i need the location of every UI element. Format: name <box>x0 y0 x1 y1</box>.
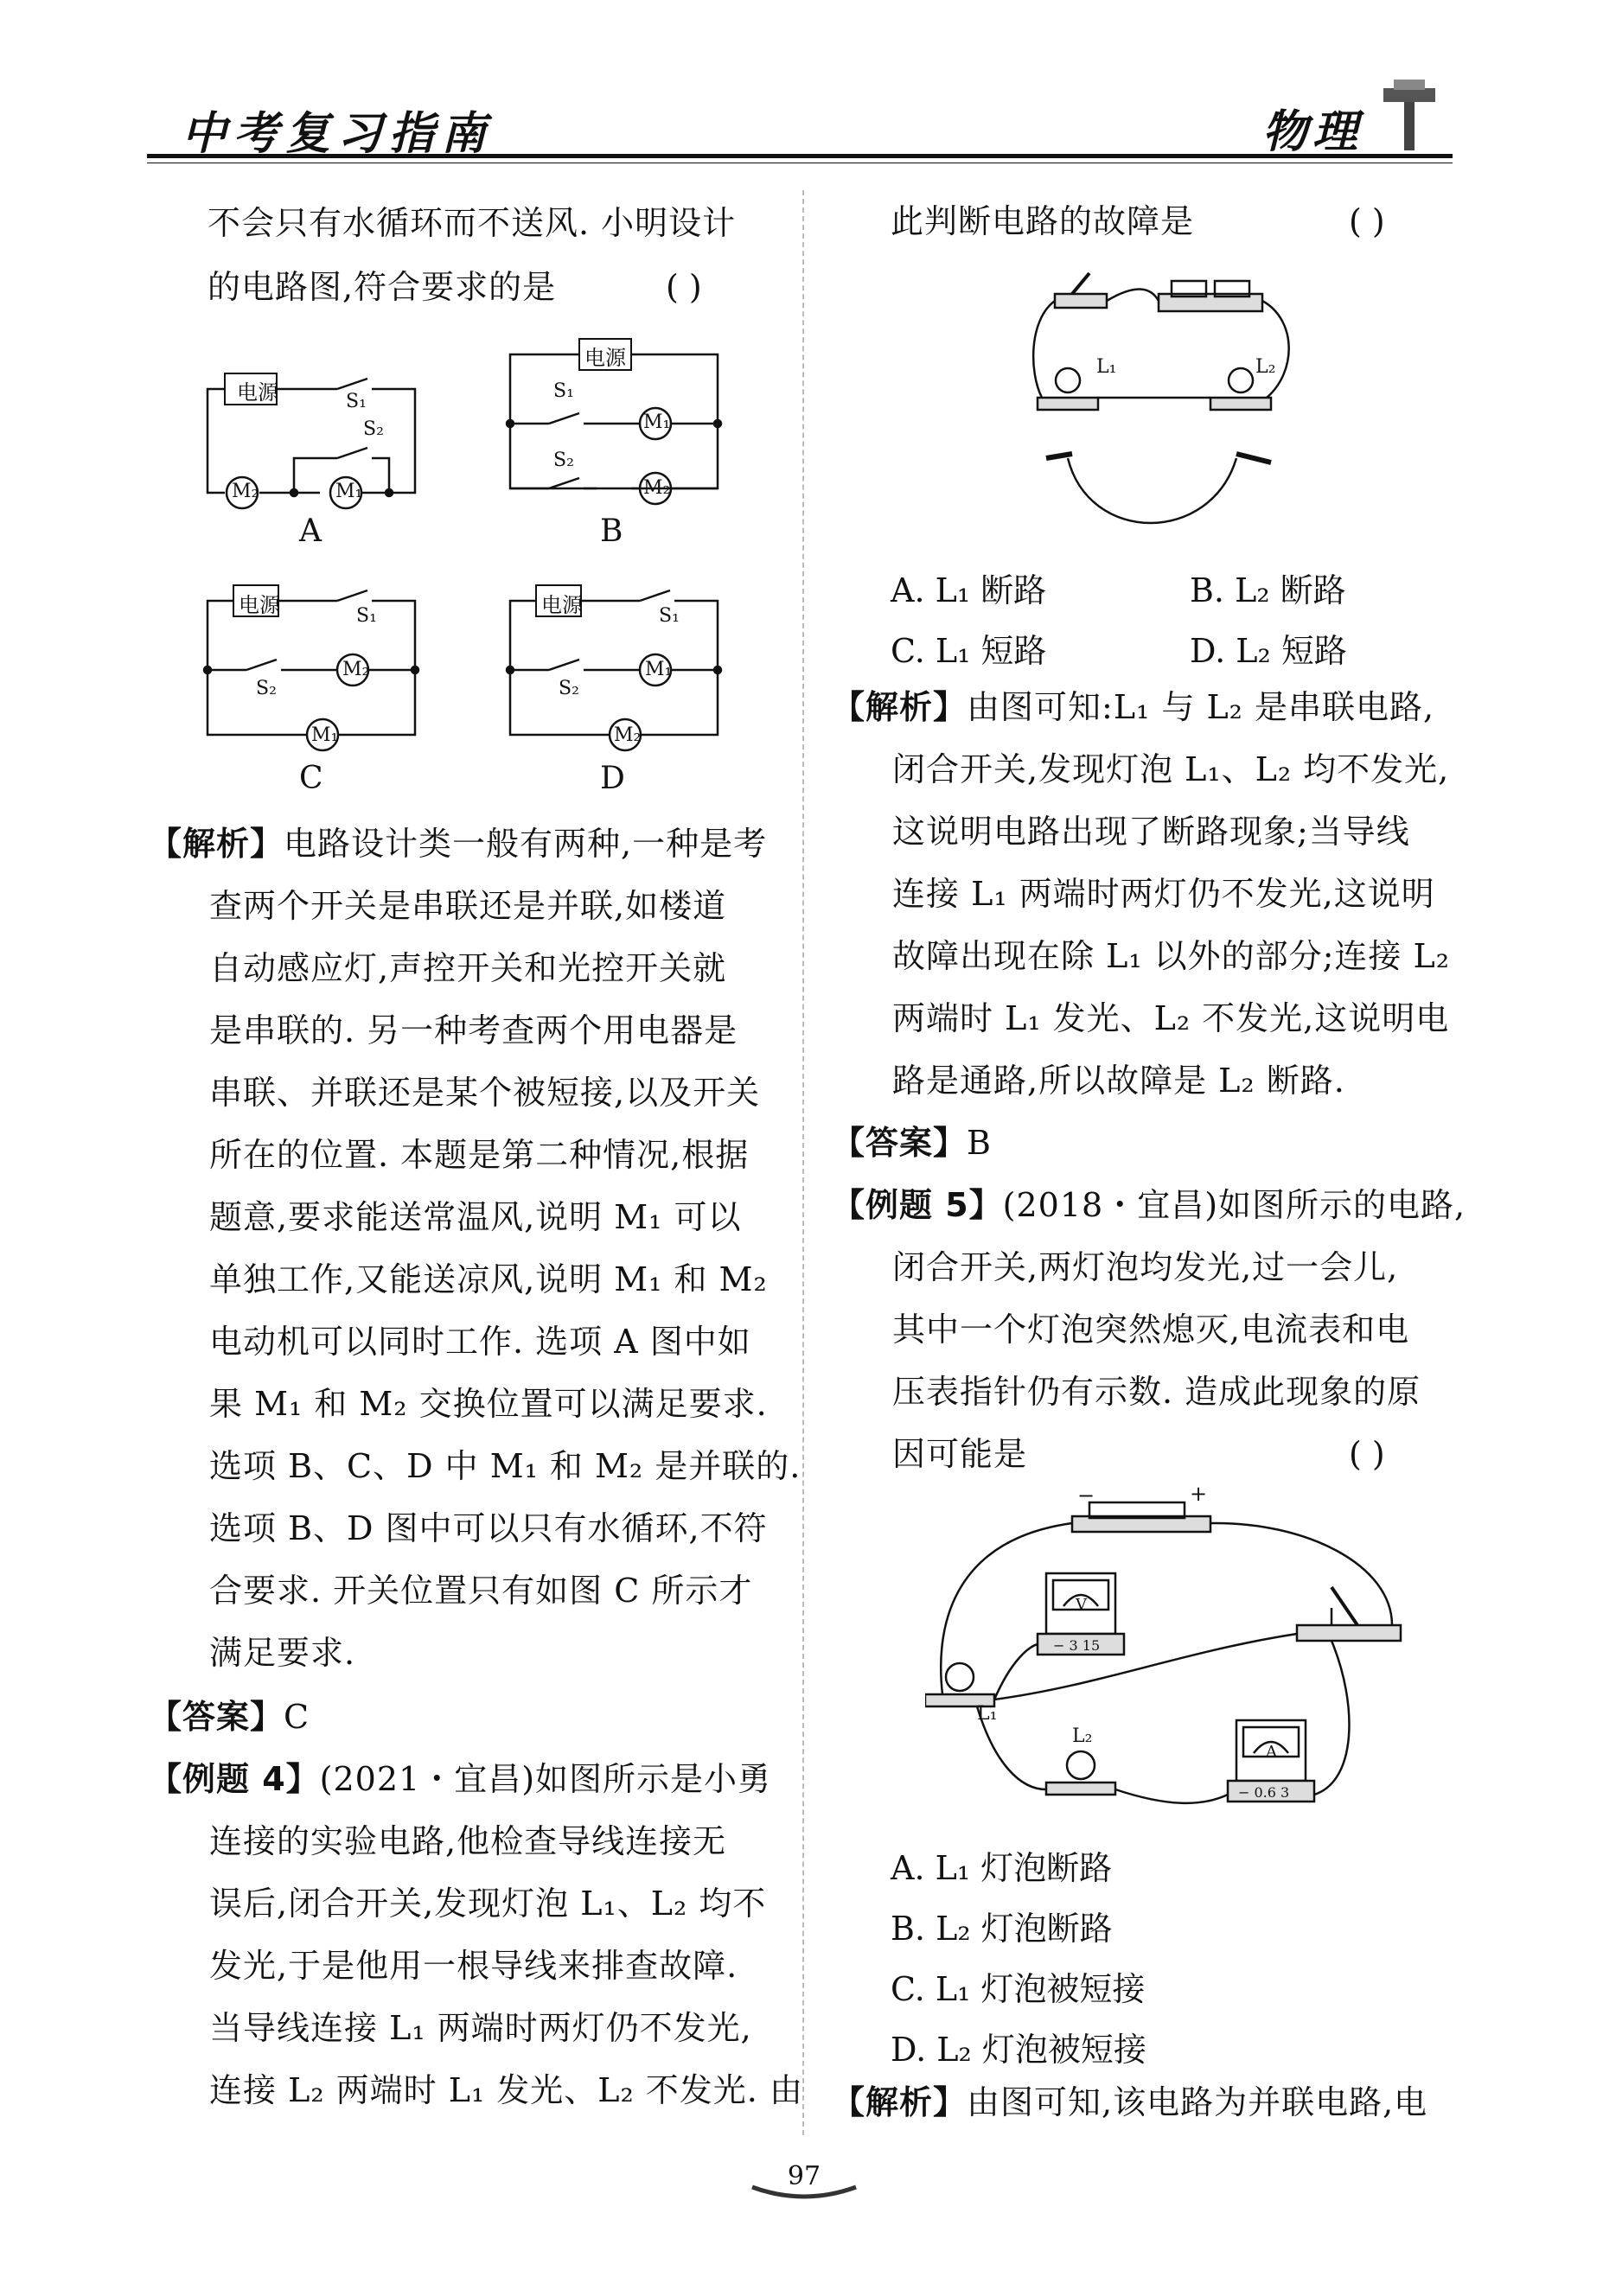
q4-paren: ( ) <box>1349 202 1385 240</box>
analysis-line: 闭合开关,发现灯泡 L₁、L₂ 均不发光, <box>892 750 1450 788</box>
circuit-b-power: 电源 <box>584 346 626 370</box>
analysis-line: 连接 L₁ 两端时两灯仍不发光,这说明 <box>892 875 1435 913</box>
circuit-a-s1: S₁ <box>346 391 367 412</box>
right-answer <box>832 1112 992 1174</box>
fig-label-d: D <box>600 761 625 796</box>
analysis-line: 所在的位置. 本题是第二种情况,根据 <box>209 1136 750 1174</box>
right-analysis <box>832 676 1434 738</box>
example4-circuit-photo <box>1020 259 1306 545</box>
circuit-b-m2: M₂ <box>643 477 671 499</box>
answer-paren: ( ) <box>666 268 702 306</box>
fig5-ammeter: A <box>1266 1743 1277 1761</box>
analysis-line: 选项 B、C、D 中 M₁ 和 M₂ 是并联的. <box>209 1447 802 1485</box>
analysis-line: 电路设计类一般有两种,一种是考 <box>284 825 768 863</box>
example-line: 因可能是 <box>892 1435 1028 1473</box>
answer-value: B <box>967 1124 992 1162</box>
analysis-line: 电动机可以同时工作. 选项 A 图中如 <box>209 1323 751 1361</box>
left-answer <box>149 1686 310 1748</box>
analysis-line: 两端时 L₁ 发光、L₂ 不发光,这说明电 <box>892 999 1450 1037</box>
circuit-b-s1: S₁ <box>553 380 574 402</box>
circuit-d-m1: M₁ <box>645 659 673 680</box>
lamp-icon <box>1375 76 1444 154</box>
circuit-d-s2: S₂ <box>559 678 579 699</box>
column-divider <box>802 190 804 2135</box>
fig5-ammeter-scale: − 0.6 3 <box>1238 1784 1290 1801</box>
example-line: 闭合开关,两灯泡均发光,过一会儿, <box>892 1248 1399 1286</box>
analysis-line: 是串联的. 另一种考查两个用电器是 <box>209 1011 738 1049</box>
circuit-b-s2: S₂ <box>553 450 574 471</box>
fig5-voltmeter: V <box>1076 1596 1087 1614</box>
example4 <box>149 1748 771 1810</box>
fig5-l1: L₁ <box>977 1703 998 1725</box>
q4-option-c: C. L₁ 短路 <box>891 632 1047 670</box>
analysis-tag: 【解析】 <box>832 688 968 726</box>
fig-label-b: B <box>600 513 623 549</box>
q4-option-b: B. L₂ 断路 <box>1190 571 1346 609</box>
circuit-b-m1: M₁ <box>643 411 671 433</box>
example-line: 当导线连接 L₁ 两端时两灯仍不发光, <box>209 2009 752 2047</box>
example-line: (2018・宜昌)如图所示的电路, <box>1002 1186 1466 1224</box>
analysis-line: 串联、并联还是某个被短接,以及开关 <box>209 1074 761 1112</box>
q4-option-d: D. L₂ 短路 <box>1190 632 1347 670</box>
circuit-d-power: 电源 <box>541 593 583 617</box>
book-title: 中考复习指南 <box>182 108 494 160</box>
analysis-line: 满足要求. <box>209 1634 356 1672</box>
analysis-line: 由图可知:L₁ 与 L₂ 是串联电路, <box>967 688 1435 726</box>
analysis-line: 故障出现在除 L₁ 以外的部分;连接 L₂ <box>892 937 1450 975</box>
header-rule <box>147 154 1453 158</box>
analysis-tag: 【解析】 <box>149 825 284 863</box>
fig4-l2: L₂ <box>1255 356 1276 378</box>
fig5-voltmeter-scale: − 3 15 <box>1053 1637 1101 1654</box>
analysis-line: 自动感应灯,声控开关和光控开关就 <box>209 949 727 987</box>
circuit-a-power: 电源 <box>237 380 278 405</box>
q5-paren: ( ) <box>1349 1435 1385 1473</box>
fig5-plus: + <box>1190 1482 1208 1506</box>
circuit-a-s2: S₂ <box>363 418 384 440</box>
question-continuation-line1: 不会只有水循环而不送风. 小明设计 <box>208 204 737 242</box>
example5 <box>832 1174 1466 1236</box>
q5-option-d: D. L₂ 灯泡被短接 <box>891 2031 1146 2069</box>
analysis-line: 路是通路,所以故障是 L₂ 断路. <box>892 1062 1345 1100</box>
example5-circuit-photo <box>925 1487 1418 1833</box>
analysis-line: 选项 B、D 图中可以只有水循环,不符 <box>209 1509 768 1547</box>
circuit-a-m1: M₁ <box>335 481 363 502</box>
example-line: 发光,于是他用一根导线来排查故障. <box>209 1947 738 1985</box>
example5-analysis <box>832 2071 1427 2133</box>
analysis-line: 合要求. 开关位置只有如图 C 所示才 <box>209 1572 753 1610</box>
example-tag: 【例题 4】 <box>149 1760 320 1798</box>
analysis-line: 果 M₁ 和 M₂ 交换位置可以满足要求. <box>209 1385 768 1423</box>
circuit-a-m2: M₂ <box>232 481 259 502</box>
circuit-d-s1: S₁ <box>659 605 680 627</box>
example-line: 连接的实验电路,他检查导线连接无 <box>209 1822 727 1860</box>
circuit-d-m2: M₂ <box>614 724 642 746</box>
answer-value: C <box>284 1698 310 1736</box>
q5-option-b: B. L₂ 灯泡断路 <box>891 1910 1113 1948</box>
q5-option-c: C. L₁ 灯泡被短接 <box>891 1970 1146 2008</box>
fig5-l2: L₂ <box>1072 1725 1093 1747</box>
circuit-c-m1: M₁ <box>311 724 339 746</box>
answer-tag: 【答案】 <box>149 1698 284 1736</box>
analysis-line: 题意,要求能送常温风,说明 M₁ 可以 <box>209 1198 742 1236</box>
example-line: 压表指针仍有示数. 造成此现象的原 <box>892 1373 1421 1411</box>
question-continuation-line2: 的电路图,符合要求的是 <box>208 268 557 306</box>
left-analysis <box>149 813 767 875</box>
fig4-l1: L₁ <box>1096 356 1117 378</box>
circuit-c-s2: S₂ <box>256 678 277 699</box>
q5-option-a: A. L₁ 灯泡断路 <box>891 1849 1113 1887</box>
fig-label-c: C <box>299 761 323 796</box>
analysis-tag: 【解析】 <box>832 2083 968 2121</box>
q4-option-a: A. L₁ 断路 <box>891 571 1047 609</box>
circuit-c-power: 电源 <box>239 593 280 617</box>
answer-tag: 【答案】 <box>832 1124 968 1162</box>
example-line: 误后,闭合开关,发现灯泡 L₁、L₂ 均不 <box>209 1885 767 1923</box>
analysis-line: 单独工作,又能送凉风,说明 M₁ 和 M₂ <box>209 1260 768 1298</box>
circuit-c-s1: S₁ <box>356 605 377 627</box>
example-line: (2021・宜昌)如图所示是小勇 <box>319 1760 772 1798</box>
example-line: 其中一个灯泡突然熄灭,电流表和电 <box>892 1311 1410 1349</box>
analysis-line: 由图可知,该电路为并联电路,电 <box>967 2083 1428 2121</box>
analysis-line: 查两个开关是串联还是并联,如楼道 <box>209 887 727 925</box>
page-number: 97 <box>787 2161 821 2191</box>
circuit-c-m2: M₂ <box>342 659 370 680</box>
analysis-line: 这说明电路出现了断路现象;当导线 <box>892 813 1410 851</box>
example-tag: 【例题 5】 <box>832 1186 1003 1224</box>
example-line: 连接 L₂ 两端时 L₁ 发光、L₂ 不发光. 由 <box>209 2071 803 2109</box>
q4-continuation: 此判断电路的故障是 <box>891 202 1195 240</box>
subject-label: 物理 <box>1262 106 1364 158</box>
fig-label-a: A <box>299 513 322 549</box>
fig5-minus: − <box>1077 1483 1095 1508</box>
